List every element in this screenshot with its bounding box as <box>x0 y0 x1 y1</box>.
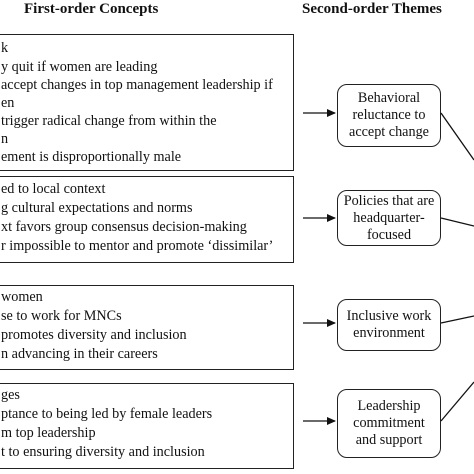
concept-line: k <box>1 40 9 56</box>
link-behavioral-out <box>441 113 474 160</box>
concept-line: trigger radical change from within the <box>1 113 217 129</box>
concept-line: ptance to being led by female leaders <box>1 406 213 422</box>
theme-label: Leadership commitment and support <box>353 398 425 448</box>
concept-line: se to work for MNCs <box>1 308 122 324</box>
concept-line: en <box>1 95 15 111</box>
concept-line: y quit if women are leading <box>1 59 158 75</box>
link-policies-out <box>441 218 474 226</box>
concept-line: women <box>1 289 43 305</box>
concept-line: t to ensuring diversity and inclusion <box>1 444 205 460</box>
concept-line: xt favors group consensus decision-making <box>1 219 247 235</box>
concept-line: m top leadership <box>1 425 96 441</box>
concept-line: g cultural expectations and norms <box>1 200 193 216</box>
concept-line: ement is disproportionally male <box>1 149 182 165</box>
concept-line: accept changes in top management leadership if <box>1 77 273 93</box>
theme-label: Behavioral reluctance to accept change <box>349 90 429 140</box>
concept-line: ges <box>1 387 20 403</box>
theme-label: Inclusive work environment <box>346 308 432 341</box>
link-inclusive-out <box>441 316 474 323</box>
concept-line: r impossible to mentor and promote ‘dissimilar’ <box>1 238 274 254</box>
concept-line: ed to local context <box>1 181 106 197</box>
first-order-header: First-order Concepts <box>24 1 159 17</box>
second-order-header: Second-order Themes <box>302 1 442 17</box>
concept-line: n <box>1 131 9 147</box>
concept-line: promotes diversity and inclusion <box>1 327 187 343</box>
theme-label: Policies that are headquarter- focused <box>343 192 435 243</box>
concept-line: n advancing in their careers <box>1 346 158 362</box>
link-leadership-out <box>441 382 474 421</box>
